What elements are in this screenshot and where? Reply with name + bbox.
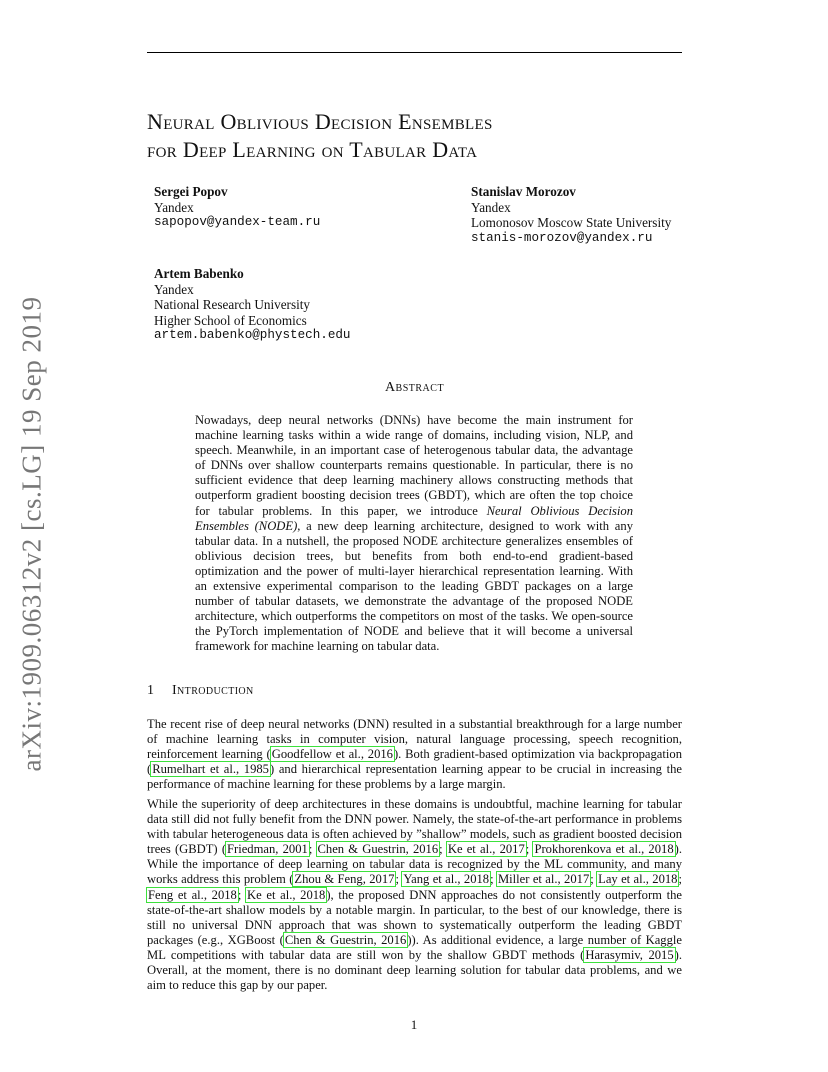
citation-link[interactable]: Ke et al., 2017 — [447, 842, 525, 857]
author-block-3 — [154, 266, 351, 344]
paragraph-text: While the superiority of deep architectures in these domains is undoubtful, machine learning for tabular data still did not fully benefit from the DNN power. Namely, the state-of-the-art performance in problems with tabular heterogeneous data is often achieved by ”shallow” models, such as gradient boosted decision trees (GBDT) ( — [147, 797, 682, 857]
paragraph-text: )). As additional evidence, a large number of Kaggle ML competitions with tabular data are still won by the shallow GBDT methods ( — [147, 932, 682, 962]
citation-link[interactable]: Feng et al., 2018 — [148, 887, 237, 902]
author-name: Sergei Popov — [154, 184, 228, 199]
citation-link[interactable]: Goodfellow et al., 2016 — [271, 747, 393, 762]
paragraph-text: ; — [525, 842, 534, 857]
abstract-heading: Abstract — [384, 380, 445, 395]
paragraph-text: ), the proposed DNN approaches do not consistently outperform the state-of-the-art shallow models by a notable margin. In particular, to the best of our knowledge, there is still no universal DNN approach that was shown to systematically outperform the leading GBDT packages (e.g., XGBoost ( — [147, 887, 682, 947]
paragraph-text: ; — [395, 872, 403, 887]
citation-link[interactable]: Chen & Guestrin, 2016 — [284, 932, 407, 947]
paragraph-text: ). Overall, at the moment, there is no dominant deep learning solution for tabular data problems, and we aim to reduce this gap by our paper. — [147, 947, 682, 993]
author-affiliation: Yandex — [154, 199, 194, 215]
paper-title — [147, 108, 687, 164]
author-block-2 — [471, 184, 671, 246]
author-affiliation: National Research University — [154, 297, 311, 312]
intro-paragraph-2 — [147, 797, 682, 993]
paragraph-text: ; — [308, 842, 317, 857]
author-name: Artem Babenko — [154, 266, 244, 281]
page-number: 1 — [410, 1017, 418, 1032]
author-name: Stanislav Morozov — [471, 184, 576, 199]
paragraph-text: ). While the importance of deep learning on tabular data is recognized by the ML community, and many works address this problem ( — [147, 842, 682, 887]
abstract-text: Nowadays, deep neural networks (DNNs) have become the main instrument for machine learning tasks within a wide range of domains, including vision, NLP, and speech. Meanwhile, in an important case of heterogenous tabular data, the advantage of DNNs over shallow counterparts remains questionable. In particular, there is no sufficient evidence that deep learning machinery allows constructing methods that outperform gradient boosting decision trees (GBDT), which are often the top choice for tabular problems. In this paper, we introduce — [195, 413, 633, 518]
citation-link[interactable]: Harasymiv, 2015 — [585, 947, 674, 962]
section-number: 1 — [147, 683, 154, 698]
author-affiliation: Higher School of Economics — [154, 312, 307, 328]
intro-paragraph-1 — [147, 717, 682, 792]
abstract-body — [195, 413, 633, 655]
citation-link[interactable]: Friedman, 2001 — [227, 842, 308, 857]
paragraph-text: The recent rise of deep neural networks (DNN) resulted in a substantial breakthrough for a large number of machine learning tasks in computer vision, natural language processing, speech recognition, reinforcement learning ( — [147, 717, 682, 762]
citation-link[interactable]: Chen & Guestrin, 2016 — [317, 842, 439, 857]
citation-link[interactable]: Lay et al., 2018 — [598, 872, 678, 887]
abstract-emphasis: Neural Oblivious Decision Ensembles (NODE) — [195, 503, 633, 533]
citation-link[interactable]: Ke et al., 2018 — [247, 887, 326, 902]
citation-link[interactable]: Yang et al., 2018 — [403, 872, 490, 887]
title-line-2: for Deep Learning on Tabular Data — [147, 137, 478, 162]
citation-link[interactable]: Prokhorenkova et al., 2018 — [534, 842, 674, 857]
arxiv-identifier — [10, 295, 54, 773]
section-title: Introduction — [172, 683, 254, 698]
paragraph-text: ). Both gradient-based optimization via backpropagation ( — [147, 747, 682, 777]
paragraph-text: ; — [490, 872, 497, 887]
paragraph-text: ; — [439, 842, 447, 857]
paragraph-text: ) and hierarchical representation learning appear to be crucial in increasing the performance of machine learning for these problems by a large margin. — [147, 762, 682, 792]
title-line-1: Neural Oblivious Decision Ensembles — [147, 109, 493, 134]
citation-link[interactable]: Miller et al., 2017 — [497, 872, 590, 887]
citation-link[interactable]: Rumelhart et al., 1985 — [152, 762, 269, 777]
paragraph-text: ; — [237, 887, 247, 902]
paragraph-text: ; — [678, 872, 682, 887]
author-affiliation: Yandex — [471, 199, 511, 215]
citation-link[interactable]: Zhou & Feng, 2017 — [294, 872, 395, 887]
author-email: artem.babenko@phystech.edu — [154, 328, 351, 342]
author-email: sapopov@yandex-team.ru — [154, 215, 321, 229]
top-rule — [147, 52, 682, 53]
arxiv-identifier-text: arXiv:1909.06312v2 [cs.LG] 19 Sep 2019 — [16, 296, 47, 772]
author-email: stanis-morozov@yandex.ru — [471, 230, 653, 245]
author-affiliation: Yandex — [154, 281, 194, 297]
abstract-text: , a new deep learning architecture, designed to work with any tabular data. In a nutshell, the proposed NODE architecture generalizes ensembles of oblivious decision trees, but benefits from both end-to-end gradient-based optimization and the power of multi-layer hierarchical representation learning. With an extensive experimental comparison to the leading GBDT packages on a large number of tabular datasets, we demonstrate the advantage of the proposed NODE architecture, which outperforms the competitors on most of the tasks. We open-source the PyTorch implementation of NODE and believe that it will become a universal framework for machine learning on tabular data. — [195, 518, 633, 654]
section-heading — [147, 683, 254, 699]
paragraph-text: ; — [590, 872, 598, 887]
author-block-1 — [154, 184, 320, 231]
author-affiliation: Lomonosov Moscow State University — [471, 215, 672, 230]
